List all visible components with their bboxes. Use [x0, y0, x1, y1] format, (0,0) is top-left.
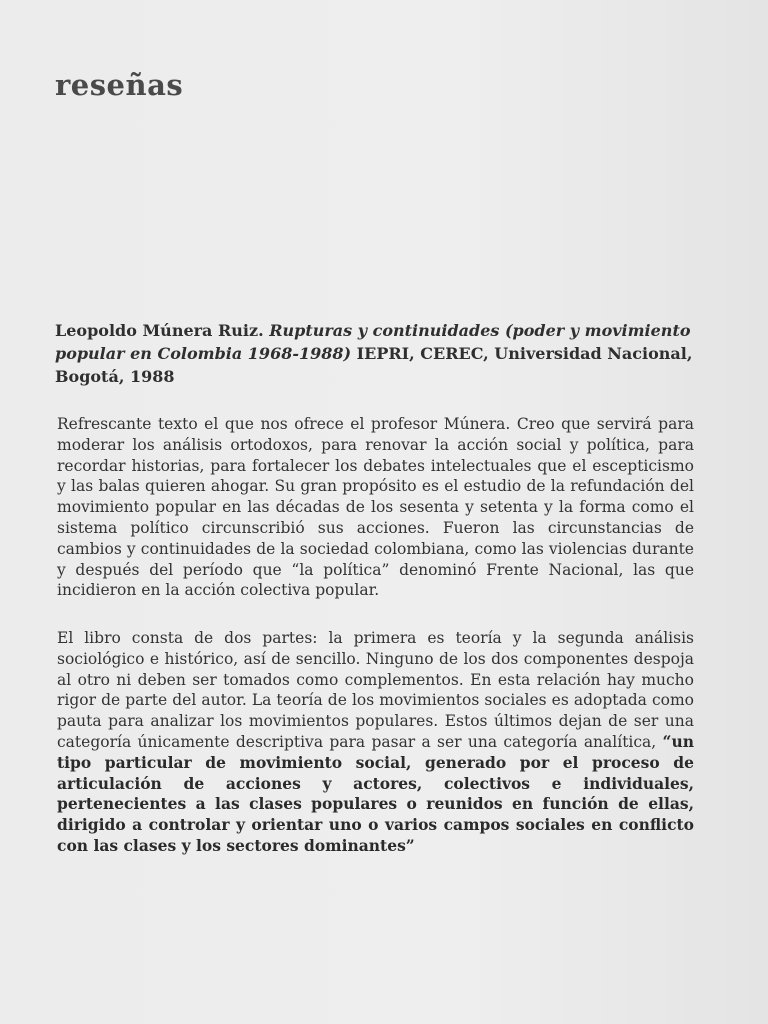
citation-title: Rupturas y continuidades (poder y movimiento popular en Colombia 1968-1988): [55, 321, 691, 363]
review-paragraph-1: Refrescante texto el que nos ofrece el profesor Múnera. Creo que servirá para moderar los análisis ortodoxos, para renovar la acción social y política, para recordar historias, para fortalecer los debates intelectuales que el escepticismo y las balas quieren ahogar. Su gran propósito es el estudio de la refundación del movimiento popular en las décadas de los sesenta y setenta y la forma como el sistema político circunscribió sus acciones. Fueron las circunstancias de cambios y continuidades de la sociedad colombiana, como las violencias durante y después del período que “la política” denominó Frente Nacional, las que incidieron en la acción colectiva popular.: [57, 415, 694, 600]
citation-publishers: IEPRI, CEREC, Universidad Nacional, Bogotá, 1988: [55, 344, 693, 386]
citation-author: Leopoldo Múnera Ruiz.: [55, 321, 264, 340]
paragraph-2-quote: “un tipo particular de movimiento social, generado por el proceso de articulación de acciones y actores, colectivos e individuales, pertenecientes a las clases populares o reunidos en función de ellas, dirigido a controlar y orientar uno o varios campos sociales en conflicto con las clases y los sectores dominantes”: [57, 731, 694, 855]
paragraph-2-text: El libro consta de dos partes: la primera es teoría y la segunda análisis sociológico e histórico, así de sencillo. Ninguno de los dos componentes despoja al otro ni deben ser tomados como complementos. En esta relación hay mucho rigor de parte del autor. La teoría de los movimientos sociales es adoptada como pauta para analizar los movimientos populares. Estos últimos dejan de ser una categoría únicamente descriptiva para pasar a ser una categoría analítica,: [57, 629, 694, 751]
book-citation: [55, 319, 695, 388]
review-paragraph-2: [57, 628, 694, 857]
section-title: reseñas: [55, 68, 184, 102]
